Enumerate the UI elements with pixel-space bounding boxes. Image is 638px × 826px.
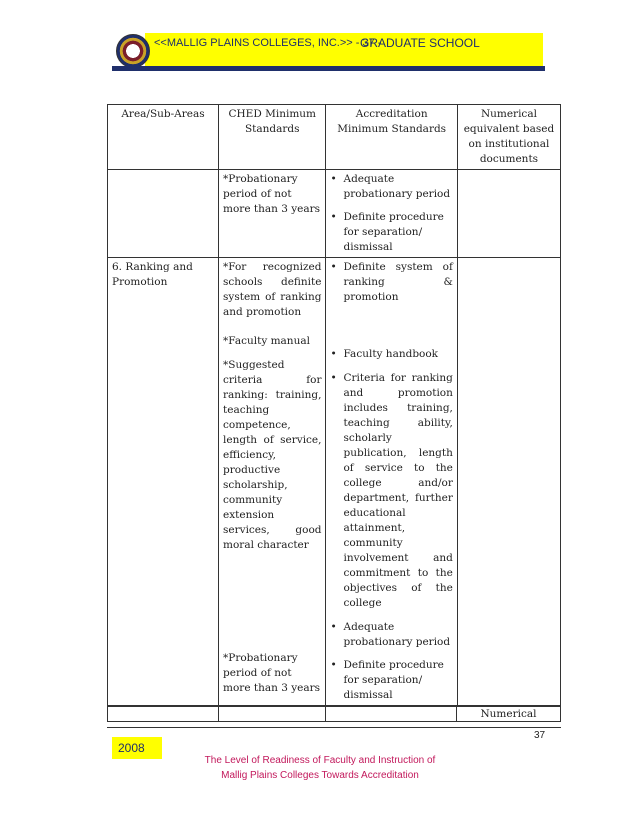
header-ched: CHED Minimum Standards: [219, 105, 326, 170]
cell-numerical: Numerical: [456, 707, 560, 722]
cell-area: [108, 258, 219, 706]
footer-title: [185, 753, 455, 783]
cell-ched: [219, 258, 326, 706]
cell-empty: [219, 707, 326, 722]
list-item: • Criteria for ranking and promotion includes training, teaching ability, scholarly publication, length of service to the college and/or department, further educational attainment, community involvement and commitment to the objectives of the college: [330, 371, 452, 611]
footer-line-1: The Level of Readiness of Faculty and Instruction of: [204, 755, 436, 766]
cell-accreditation: [326, 170, 457, 258]
cell-numerical-empty: [457, 258, 560, 706]
area-label: Ranking and Promotion: [112, 261, 193, 288]
header-area: Area/Sub-Areas: [108, 105, 219, 170]
cell-numerical-empty: [457, 170, 560, 258]
list-item: • Faculty handbook: [330, 347, 452, 362]
header-numerical: Numerical equivalent based on institutional documents: [457, 105, 560, 170]
list-item: • Definite system of ranking & promotion: [330, 260, 452, 305]
page-number: 37: [534, 730, 546, 741]
cell-area-empty: [108, 170, 219, 258]
table-row: [108, 170, 561, 258]
table-row: [108, 707, 561, 722]
list-item: • Adequate probationary period: [330, 172, 452, 202]
list-item: • Definite procedure for separation/ dismissal: [330, 210, 452, 255]
table-header-row: [108, 105, 561, 170]
college-seal-logo: [116, 34, 150, 68]
header-accreditation: Accreditation Minimum Standards: [326, 105, 457, 170]
standards-table: [107, 104, 561, 706]
ched-text: *Suggested criteria for ranking: training, teaching competence, length of service, efficiency, productive scholarship, community extension services, good moral character: [223, 359, 322, 551]
header-school-text: GRADUATE SCHOOL: [360, 36, 480, 50]
cell-empty: [108, 707, 219, 722]
footer-line-2: Mallig Plains Colleges Towards Accreditation: [221, 770, 419, 781]
ched-text: *Faculty manual: [223, 335, 310, 347]
header-college-text: <<MALLIG PLAINS COLLEGES, INC.>> - 37 -: [154, 37, 382, 49]
cell-empty: [326, 707, 457, 722]
continuation-table: [107, 706, 561, 722]
ched-text: *Probationary period of not more than 3 years: [223, 652, 321, 694]
footer-rule: [107, 727, 561, 728]
cell-ched: [219, 170, 326, 258]
table-row: [108, 258, 561, 706]
ched-text: *For recognized schools definite system of ranking and promotion: [223, 261, 322, 318]
header-rule: [112, 66, 545, 71]
area-number: 6.: [112, 261, 123, 273]
cell-accreditation: [326, 258, 457, 706]
list-item: • Adequate probationary period: [330, 620, 452, 650]
list-item: • Definite procedure for separation/ dismissal: [330, 658, 452, 703]
ched-text: *Probationary period of not more than 3 years: [223, 173, 321, 215]
year-badge: 2008: [112, 737, 162, 759]
